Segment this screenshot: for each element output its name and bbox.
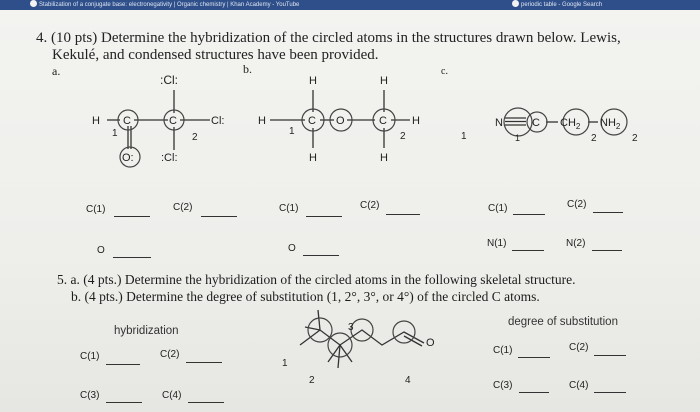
number-2-right: 2 [632,133,638,144]
label-a-c1: C(1) [86,204,106,215]
question-5-line-1: 5. a. (4 pts.) Determine the hybridization of the circled atoms in the following skeletal structure. [57,272,576,287]
part-c-label: c. [441,66,448,77]
q5a-label-c1: C(1) [80,351,100,362]
label-b-o: O [288,243,296,254]
atom-c1: C [308,115,316,127]
atom-ch2: $CH_2$ [560,117,581,131]
skeletal-number-4: 4 [405,375,411,386]
q5a-label-c3: C(3) [80,390,100,401]
skeletal-number-1: 1 [282,358,288,369]
degree-of-substitution-header: degree of substitution [508,316,618,328]
hybridization-header: hybridization [114,325,179,337]
q5b-label-c1: C(1) [493,345,513,356]
label-b-c1: C(1) [279,203,299,214]
q5b-label-c3: C(3) [493,380,513,391]
atom-nh2: $NH_2$ [600,117,621,131]
number-2: 2 [400,131,406,142]
number-2: 2 [192,132,198,143]
q5a-label-c2: C(2) [160,349,180,360]
atom-c1: C [532,117,540,129]
atom-cl-bottom: :Cl: [161,152,178,164]
q5b-label-c4: C(4) [569,380,589,391]
atom-h-right: H [412,115,420,127]
question-5-line-2: b. (4 pts.) Determine the degree of substitution (1, 2°, 3°, or 4°) of the circled C atoms. [71,289,540,304]
atom-cl-top: :Cl: [160,73,178,87]
label-c-c1: C(1) [488,203,508,214]
number-1: 1 [289,126,295,137]
number-1: 1 [461,131,467,142]
label-c-c2: C(2) [567,199,587,210]
atom-c2: C [379,115,387,127]
label-c-n1: N(1) [487,238,507,249]
label-c-n2: N(2) [566,238,586,249]
label-b-c2: C(2) [360,200,380,211]
skeletal-oxygen: O [426,337,435,349]
atom-o: O [336,115,345,127]
part-b-label: b. [243,62,252,76]
atom-h: H [92,115,100,127]
q5b-label-c2: C(2) [569,342,589,353]
atom-h-top-1: H [309,75,317,87]
question-4-line-2: Kekulé, and condensed structures have been provided. [52,47,379,63]
number-2: 2 [591,133,597,144]
browser-tab-label: periodic table - Google Search [521,2,603,8]
atom-n1: N [495,117,503,129]
atom-h-top-2: H [380,75,388,87]
atom-c2: C [169,115,177,127]
atom-h-left: H [258,115,266,127]
number-1: 1 [112,128,118,139]
atom-h-bottom-1: H [309,152,317,164]
label-a-o: O [97,245,105,256]
atom-h-bottom-2: H [380,152,388,164]
atom-cl-right: Cl: [211,115,225,127]
browser-tab-label: Stabilization of a conjugate base: electronegativity | Organic chemistry | Khan Academy - YouTube [39,2,300,8]
q5a-label-c4: C(4) [162,390,182,401]
atom-c1: C [123,115,131,127]
number-1-small: 1 [515,133,521,143]
question-4-line-1: 4. (10 pts) Determine the hybridization of the circled atoms in the structures drawn below. Lewis, [36,30,621,46]
atom-o: O: [122,152,134,164]
label-a-c2: C(2) [173,202,193,213]
skeletal-number-3: 3 [348,322,354,333]
skeletal-number-2: 2 [309,375,315,386]
part-a-label: a. [52,64,61,78]
